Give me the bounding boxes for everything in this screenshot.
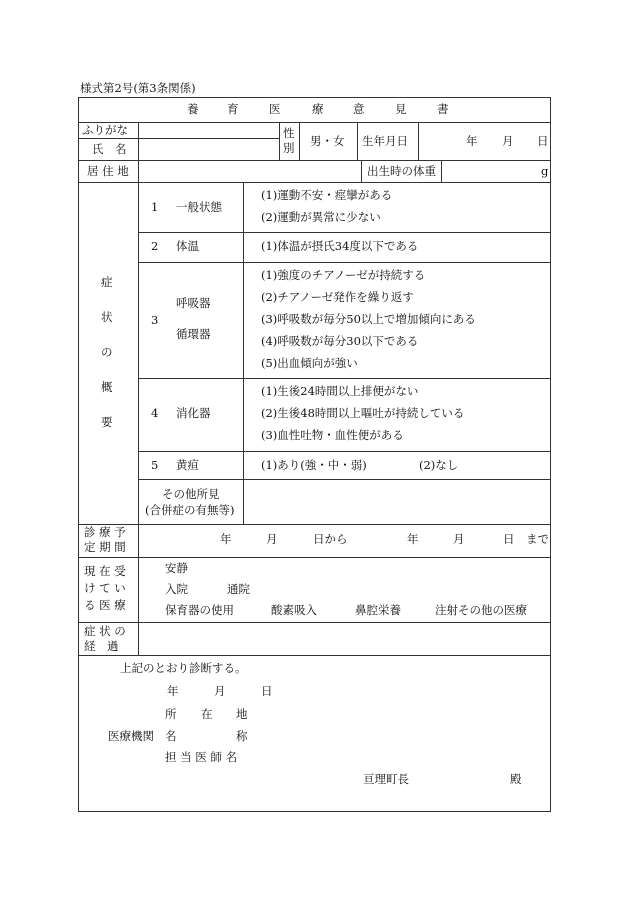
- location-char: 地: [236, 707, 248, 721]
- name-label: 氏 名: [92, 142, 127, 156]
- symptom-name: 呼吸器: [176, 296, 211, 310]
- symptom-item: (1)運動不安・痙攣がある: [261, 188, 393, 202]
- symptom-item: (2)チアノーゼ発作を繰り返す: [261, 290, 414, 304]
- rule: [138, 479, 551, 480]
- rule: [138, 182, 139, 622]
- inst-name-char: 称: [236, 729, 248, 743]
- treatment-period-label: 診 療 予: [84, 525, 126, 539]
- symptoms-label-char: 要: [101, 415, 113, 429]
- current-care-label: け て い: [84, 581, 126, 595]
- symptoms-label-char: 概: [101, 380, 113, 394]
- period-to-year: 年: [407, 532, 419, 546]
- symptom-number: 1: [151, 200, 159, 214]
- period-from-year: 年: [220, 532, 232, 546]
- symptom-number: 2: [151, 239, 159, 253]
- progress-label: 症 状 の: [84, 624, 126, 638]
- other-findings-label: その他所見: [162, 487, 220, 501]
- progress-label: 経 過: [84, 639, 119, 653]
- period-to-day: 日 まで: [503, 532, 549, 546]
- title-char: 療: [312, 102, 324, 116]
- cert-day: 日: [261, 684, 273, 698]
- rule: [418, 122, 419, 160]
- title-char: 医: [269, 102, 281, 116]
- symptom-item: (4)呼吸数が毎分30以下である: [261, 334, 419, 348]
- rule: [138, 378, 551, 379]
- rule: [78, 122, 551, 123]
- symptom-number: 3: [151, 313, 159, 327]
- address-label: 居 住 地: [87, 164, 129, 178]
- rule: [78, 655, 551, 656]
- rule: [78, 622, 551, 623]
- period-to-month: 月: [453, 532, 465, 546]
- symptom-item: (2)生後48時間以上嘔吐が持続している: [261, 406, 465, 420]
- form-number-label: 様式第2号(第3条関係): [80, 81, 196, 95]
- symptom-name: 体温: [176, 239, 199, 253]
- title-char: 書: [437, 102, 449, 116]
- birth-month: 月: [502, 134, 514, 148]
- location-char: 在: [201, 707, 213, 721]
- rule: [361, 160, 362, 182]
- symptom-item: (1)生後24時間以上排便がない: [261, 384, 419, 398]
- sex-label: 性: [283, 126, 295, 140]
- institution-label: 医療機関: [108, 729, 154, 743]
- certify-text: 上記のとおり診断する。: [120, 661, 247, 675]
- symptom-name: 消化器: [176, 406, 211, 420]
- current-care-label: 現 在 受: [84, 564, 126, 578]
- symptoms-label-char: 症: [101, 275, 113, 289]
- inst-name-char: 名: [165, 729, 177, 743]
- care-option-rest: 安静: [165, 561, 188, 575]
- rule: [138, 622, 139, 655]
- period-from-day: 日から: [313, 532, 348, 546]
- cert-month: 月: [214, 684, 226, 698]
- symptom-item: (3)呼吸数が毎分50以上で増加傾向にある: [261, 312, 476, 326]
- symptom-item: (2)なし: [419, 458, 459, 472]
- symptom-number: 5: [151, 458, 159, 472]
- symptoms-label-char: の: [101, 345, 113, 359]
- rule: [78, 524, 551, 525]
- rule: [441, 160, 442, 182]
- birthdate-label: 生年月日: [362, 134, 408, 148]
- care-option-nasal: 鼻腔栄養: [355, 603, 401, 617]
- rule: [138, 232, 551, 233]
- title-char: 見: [395, 102, 407, 116]
- birth-year: 年: [466, 134, 478, 148]
- symptom-name: 循環器: [176, 327, 211, 341]
- rule: [138, 262, 551, 263]
- title-char: 意: [353, 102, 365, 116]
- rule: [138, 122, 139, 182]
- rule: [78, 557, 551, 558]
- addressee: 亘理町長: [363, 772, 409, 786]
- symptom-item: (2)運動が異常に少ない: [261, 210, 381, 224]
- form-frame: [78, 97, 551, 812]
- rule: [78, 138, 279, 139]
- care-option-incubator: 保育器の使用: [165, 603, 234, 617]
- title-char: 養: [187, 102, 199, 116]
- symptom-item: (1)あり(強・中・弱): [261, 458, 367, 472]
- sex-label: 別: [283, 141, 295, 155]
- birth-day: 日: [537, 134, 549, 148]
- symptom-item: (1)強度のチアノーゼが持続する: [261, 268, 426, 282]
- rule: [357, 122, 358, 160]
- symptom-name: 一般状態: [176, 200, 222, 214]
- symptom-item: (5)出血傾向が強い: [261, 356, 358, 370]
- location-char: 所: [165, 707, 177, 721]
- symptoms-label-char: 状: [101, 310, 113, 324]
- symptom-item: (3)血性吐物・血性便がある: [261, 428, 404, 442]
- care-option-oxygen: 酸素吸入: [271, 603, 317, 617]
- honorific: 殿: [510, 772, 522, 786]
- furigana-label: ふりがな: [82, 123, 128, 137]
- rule: [243, 182, 244, 479]
- cert-year: 年: [167, 684, 179, 698]
- rule: [138, 451, 551, 452]
- current-care-label: る 医 療: [84, 598, 126, 612]
- treatment-period-label: 定 期 間: [84, 540, 126, 554]
- title-char: 育: [227, 102, 239, 116]
- rule: [243, 479, 244, 524]
- doctor-label: 担 当 医 師 名: [165, 750, 238, 764]
- care-option-injection: 注射その他の医療: [435, 603, 527, 617]
- care-option-outpatient: 通院: [227, 582, 250, 596]
- symptom-number: 4: [151, 406, 159, 420]
- rule: [279, 122, 280, 160]
- birth-weight-unit: g: [541, 164, 549, 178]
- rule: [299, 122, 300, 160]
- symptom-item: (1)体温が摂氏34度以下である: [261, 239, 419, 253]
- other-findings-label: (合併症の有無等): [145, 503, 235, 517]
- rule: [78, 182, 551, 183]
- care-option-inpatient: 入院: [165, 582, 188, 596]
- period-from-month: 月: [266, 532, 278, 546]
- symptom-name: 黄疸: [176, 458, 199, 472]
- rule: [78, 160, 551, 161]
- birth-weight-label: 出生時の体重: [367, 164, 436, 178]
- sex-value: 男・女: [310, 134, 345, 148]
